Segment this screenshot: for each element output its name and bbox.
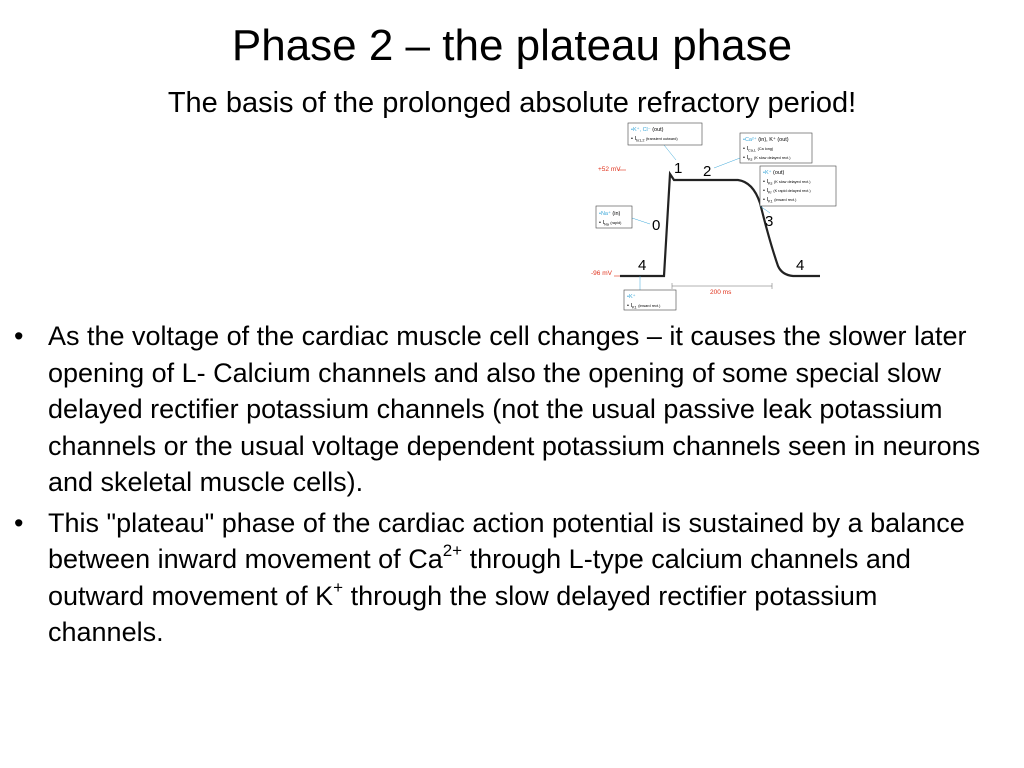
- svg-text:• IKr (K rapid delayed rect.): • $I_{Kr}$ $^{(K rapid delayed rect.)}$: [763, 188, 811, 195]
- ion-box-phase4: [624, 290, 676, 311]
- action-potential-svg: [588, 118, 848, 314]
- slide-subtitle: The basis of the prolonged absolute refractory period!: [167, 87, 857, 119]
- bullet-dot: •: [14, 321, 24, 351]
- time-scale-label: 200 ms: [710, 289, 732, 296]
- connector-phase2: [714, 158, 740, 168]
- phase-label-3: 3: [765, 213, 774, 230]
- potassium-charge-superscript: +: [333, 577, 344, 597]
- slide-title: Phase 2 – the plateau phase: [231, 21, 793, 70]
- phase-label-4-left: 4: [638, 257, 647, 274]
- svg-text:•K⁺: •K⁺: [627, 294, 636, 300]
- bullet-text-2-part2: through L-type calcium channels and outward movement of K: [48, 544, 911, 611]
- svg-text:•Na⁺ (in): •Na⁺ (in): [599, 211, 621, 217]
- bullet-item-1: [10, 318, 1000, 501]
- bullet-text-2: [48, 508, 965, 648]
- ion-box-phase3: [760, 166, 836, 206]
- svg-text:• IK1 (inward rect.): • $I_{K1}$ $^{(inward rect.)}$: [627, 303, 661, 310]
- phase-label-4-right: 4: [796, 257, 805, 274]
- phase-label-0: 0: [652, 217, 661, 234]
- svg-text:• ICa,L (Ca long): • $I_{Ca,L}$ $^{(Ca long)}$: [743, 146, 774, 153]
- bullet-dot: •: [14, 507, 24, 538]
- calcium-charge-superscript: 2+: [442, 541, 463, 560]
- bullet-list: [10, 318, 1000, 655]
- ion-box-phase1: [628, 123, 702, 145]
- bullet-text-2-part3: through the slow delayed rectifier potassium channels.: [48, 580, 878, 647]
- bullet-text-2-part1: This "plateau" phase of the cardiac action potential is sustained by a balance between inward movement of Ca: [48, 507, 965, 574]
- voltage-bottom-label: -96 mV: [591, 270, 612, 277]
- svg-text:• IK1 (inward rect.): • $I_{K1}$ $^{(inward rect.)}$: [763, 197, 797, 204]
- svg-text:•K⁺, Cl⁻ (out): •K⁺, Cl⁻ (out): [631, 127, 664, 133]
- connector-phase1: [664, 145, 676, 160]
- ion-box-phase0: [596, 206, 632, 228]
- ion-box-phase2: [740, 133, 812, 163]
- svg-text:• Ito1,2 (transient outward): • $I_{to1,2}$ $^{(transient outward)}$: [631, 136, 678, 143]
- svg-text:•Ca²⁺ (in), K⁺ (out): •Ca²⁺ (in), K⁺ (out): [743, 137, 789, 143]
- connector-phase0: [632, 218, 650, 224]
- action-potential-diagram: [588, 118, 848, 314]
- bullet-text-1: As the voltage of the cardiac muscle cell changes – it causes the slower later opening of L- Calcium channels and also the opening of some special slow delayed rectifier potassium channels (not the usual passive leak potassium channels or the usual voltage dependent potassium channels seen in neurons and skeletal muscle cells).: [48, 321, 981, 497]
- bullet-item-2: [10, 505, 1000, 651]
- svg-text:• IKs (K slow delayed rect.): • $I_{Ks}$ $^{(K slow delayed rect.)}$: [763, 179, 811, 186]
- phase-label-1: 1: [674, 160, 683, 177]
- svg-text:• IKs (K slow delayed rect.): • $I_{Ks}$ $^{(K slow delayed rect.)}$: [743, 155, 791, 162]
- voltage-top-label: +52 mV: [598, 166, 621, 173]
- svg-text:•K⁺ (out): •K⁺ (out): [763, 170, 785, 176]
- svg-text:• INa (rapid): • $I_{Na}$ $^{(rapid)}$: [599, 220, 622, 227]
- phase-label-2: 2: [703, 163, 712, 180]
